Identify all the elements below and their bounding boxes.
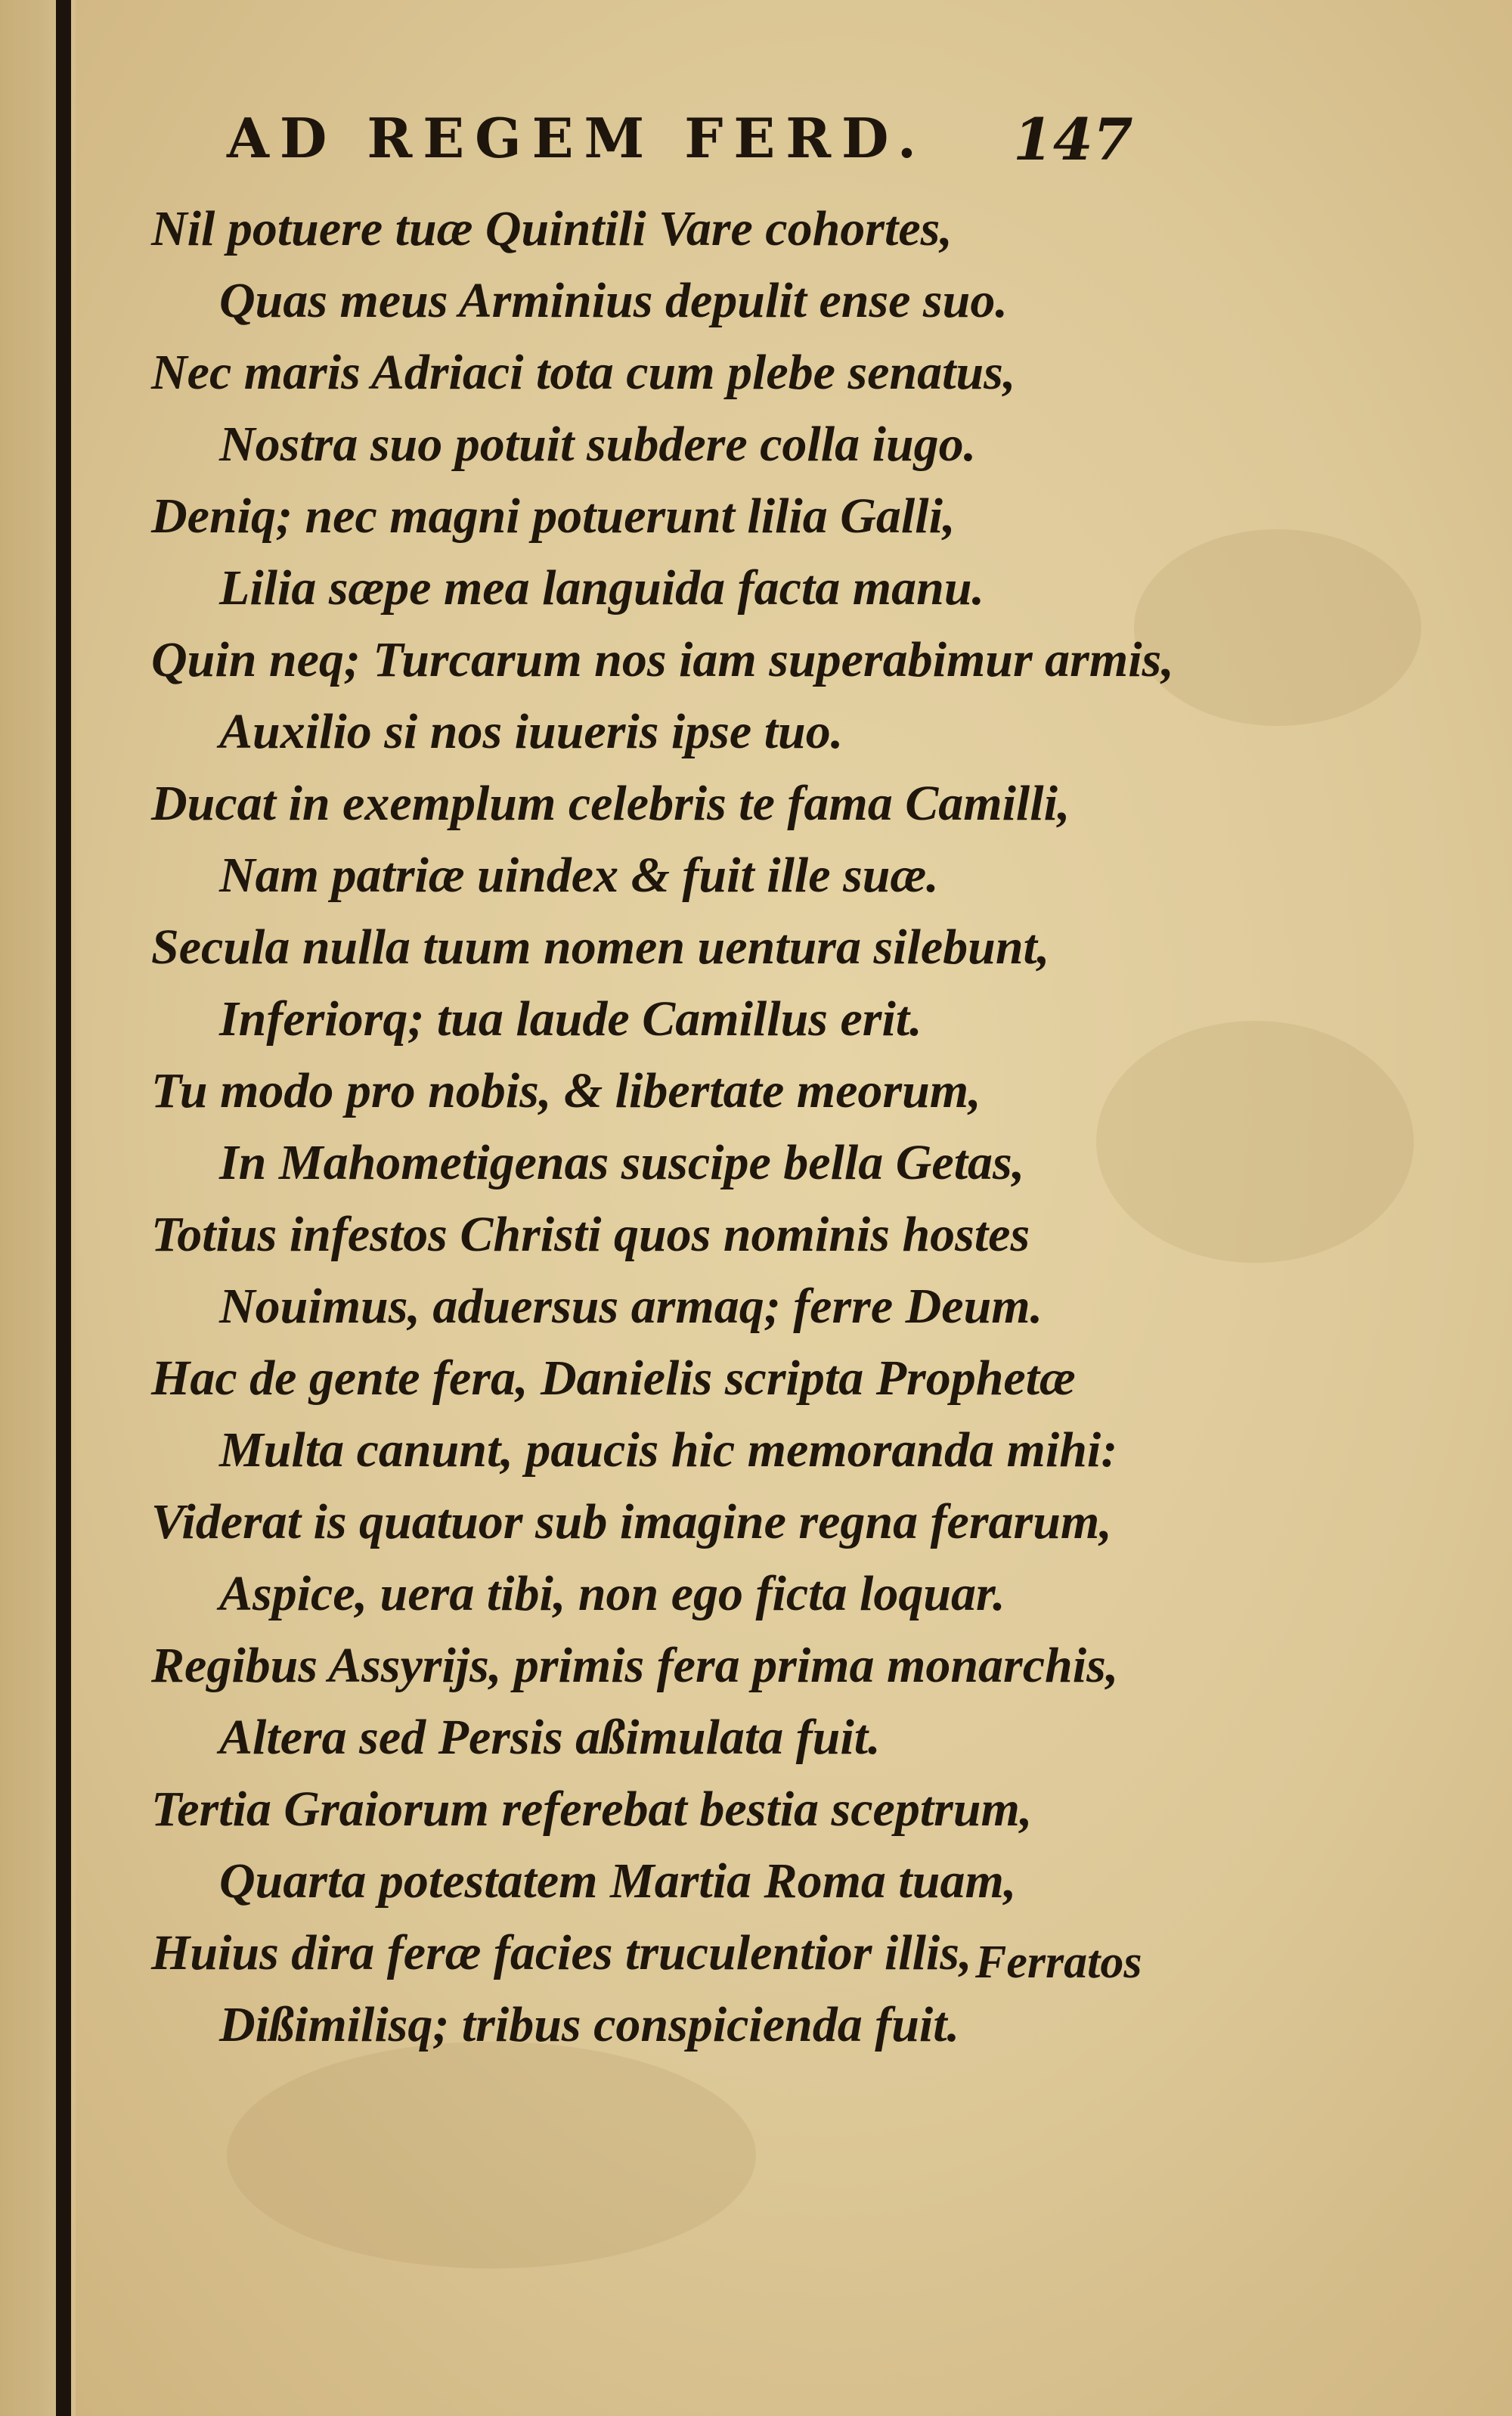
verse-line: Inferiorq; tua laude Camillus erit. bbox=[219, 991, 922, 1047]
verse-line: Tu modo pro nobis, & libertate meorum, bbox=[151, 1063, 981, 1118]
paper-stain bbox=[227, 2042, 756, 2269]
verse-line: Ducat in exemplum celebris te fama Camilli, bbox=[151, 776, 1070, 831]
verse-line: Quarta potestatem Martia Roma tuam, bbox=[219, 1853, 1017, 1909]
verse-line: Aspice, uera tibi, non ego ficta loquar. bbox=[219, 1566, 1005, 1621]
verse-line: Nil potuere tuæ Quintili Vare cohortes, bbox=[151, 201, 953, 256]
verse-line: Nouimus, aduersus armaq; ferre Deum. bbox=[219, 1279, 1043, 1334]
verse-line: Multa canunt, paucis hic memoranda mihi: bbox=[219, 1422, 1118, 1478]
running-title: AD REGEM FERD. bbox=[227, 106, 927, 170]
verse-line: Dißimilisq; tribus conspicienda fuit. bbox=[219, 1997, 960, 2052]
paper-stain bbox=[1096, 1021, 1414, 1263]
verse-line: Hac de gente fera, Danielis scripta Prophetæ bbox=[151, 1351, 1076, 1406]
verse-line: Totius infestos Christi quos nominis hostes bbox=[151, 1207, 1030, 1262]
paper-stain bbox=[1134, 529, 1421, 726]
verse-line: Quas meus Arminius depulit ense suo. bbox=[219, 273, 1008, 328]
verse-line: In Mahometigenas suscipe bella Getas, bbox=[219, 1135, 1025, 1190]
verse-line: Altera sed Persis aßimulata fuit. bbox=[219, 1710, 881, 1765]
verse-line: Deniq; nec magni potuerunt lilia Galli, bbox=[151, 488, 956, 544]
page-number: 147 bbox=[1013, 106, 1133, 173]
verse-line: Viderat is quatuor sub imagine regna ferarum, bbox=[151, 1494, 1112, 1549]
verse-line: Secula nulla tuum nomen uentura silebunt, bbox=[151, 920, 1050, 975]
verse-line: Auxilio si nos iuueris ipse tuo. bbox=[219, 704, 844, 759]
catchword: Ferratos bbox=[975, 1937, 1142, 1988]
verse-line: Nec maris Adriaci tota cum plebe senatus, bbox=[151, 345, 1016, 400]
verse-line: Regibus Assyrijs, primis fera prima monarchis, bbox=[151, 1638, 1119, 1693]
verse-line: Huius dira feræ facies truculentior illis, bbox=[151, 1925, 972, 1980]
verse-line: Tertia Graiorum referebat bestia sceptrum, bbox=[151, 1782, 1033, 1837]
binding-edge bbox=[56, 0, 71, 2416]
verse-line: Nam patriæ uindex & fuit ille suæ. bbox=[219, 848, 939, 903]
verse-line: Lilia sæpe mea languida facta manu. bbox=[219, 560, 985, 616]
verse-line: Quin neq; Turcarum nos iam superabimur armis, bbox=[151, 632, 1174, 687]
verse-line: Nostra suo potuit subdere colla iugo. bbox=[219, 417, 977, 472]
